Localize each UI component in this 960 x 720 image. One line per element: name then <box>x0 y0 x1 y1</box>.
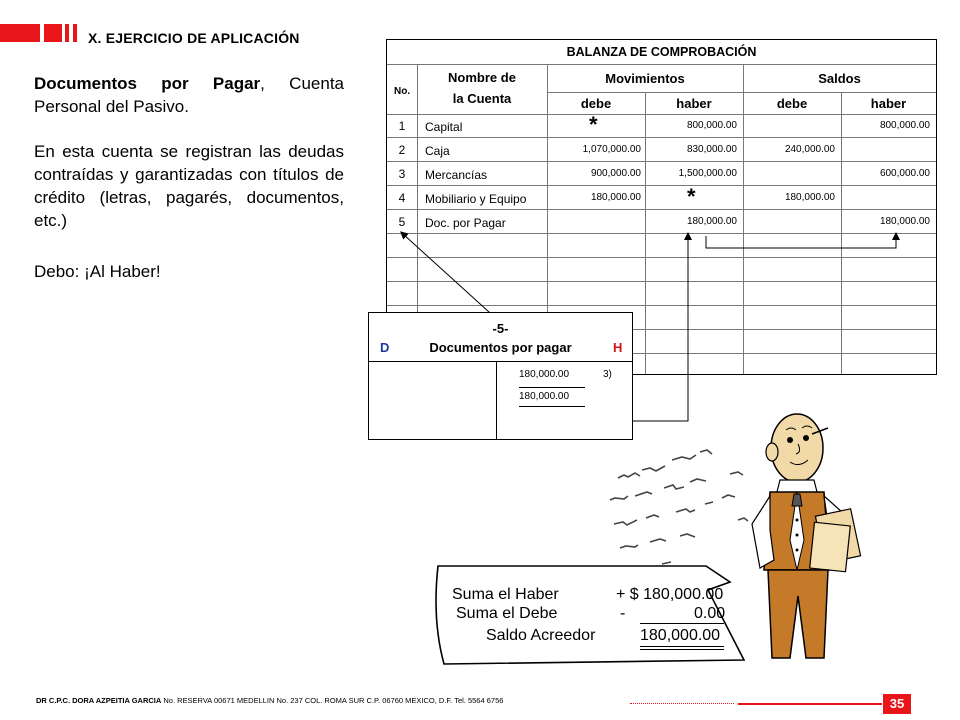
account-name: Documentos por Pagar <box>34 74 261 93</box>
bubble-debe-value: 0.00 <box>694 605 726 622</box>
row-mov-haber: 1,500,000.00 <box>678 168 737 179</box>
bubble-saldo-label: Saldo Acreedor <box>486 627 596 644</box>
row-mov-haber: 830,000.00 <box>686 144 737 155</box>
row-mov-haber: * <box>687 184 696 209</box>
bubble-saldo-value: 180,000.00 <box>640 627 721 644</box>
bubble-haber-label: Suma el Haber <box>452 586 559 603</box>
account-description: En esta cuenta se registran las deudas contraídas y garantizadas con títulos de crédito (letras, pagarés, documentos, etc.) <box>34 142 344 230</box>
bubble-debe-sign: - <box>620 605 626 622</box>
mov-haber-header: haber <box>676 96 712 111</box>
row-account-name: Caja <box>425 144 450 158</box>
row-number: 2 <box>398 143 406 157</box>
balances-header: Saldos <box>818 71 861 86</box>
table-title: BALANZA DE COMPROBACIÓN <box>566 45 757 59</box>
row-account-name: Capital <box>425 120 463 134</box>
mov-debe-header: debe <box>580 96 612 111</box>
row-account-name: Mercancías <box>425 168 488 182</box>
saldo-haber-header: haber <box>870 96 907 111</box>
row-number: 5 <box>398 215 406 229</box>
row-mov-haber: 180,000.00 <box>686 216 737 227</box>
row-mov-debe: 180,000.00 <box>590 192 641 203</box>
arrow-to-saldo-haber <box>706 236 896 248</box>
arrow-to-row-number <box>403 234 500 322</box>
row-saldo-debe: 180,000.00 <box>784 192 835 203</box>
row-mov-debe: 900,000.00 <box>590 168 641 179</box>
footer-author: DR C.P.C. DORA AZPEITIA GARCIA <box>36 696 162 705</box>
t-account-number: -5- <box>492 321 509 336</box>
saldo-debe-header: debe <box>776 96 808 111</box>
row-mov-haber: 800,000.00 <box>686 120 737 131</box>
t-account-debit-label: D <box>380 340 390 355</box>
row-number: 3 <box>398 167 406 181</box>
bubble-haber-value: + $ 180,000.00 <box>616 586 724 603</box>
col-no-header: No. <box>394 86 411 97</box>
row-saldo-haber: 600,000.00 <box>879 168 930 179</box>
t-account-name: Documentos por pagar <box>429 340 572 355</box>
bubble-debe-label: Suma el Debe <box>456 605 558 622</box>
footer-address: No. RESERVA 00671 MEDELLIN No. 237 COL. ROMA SUR C.P. 06760 MEXICO, D.F. Tel. 5564 6756 <box>161 696 504 705</box>
t-account-credit-label: H <box>613 340 623 355</box>
account-type: , Cuenta Personal del Pasivo. <box>34 74 344 116</box>
t-account-entry-amount: 180,000.00 <box>519 369 570 380</box>
row-mov-debe: * <box>589 112 598 137</box>
movements-header: Movimientos <box>605 71 685 86</box>
row-mov-debe: 1,070,000.00 <box>582 144 641 155</box>
t-account-entry-ref: 3) <box>603 369 612 380</box>
footer-text <box>36 696 503 705</box>
row-number: 1 <box>398 119 406 133</box>
row-saldo-haber: 180,000.00 <box>879 216 930 227</box>
row-saldo-debe: 240,000.00 <box>784 144 835 155</box>
section-title: X. EJERCICIO DE APLICACIÓN <box>88 30 300 46</box>
row-account-name: Doc. por Pagar <box>425 216 506 230</box>
col-name-header-2: la Cuenta <box>452 91 512 106</box>
account-rule: Debo: ¡Al Haber! <box>34 262 161 281</box>
row-account-name: Mobiliario y Equipo <box>425 192 527 206</box>
page-number: 35 <box>883 694 911 714</box>
row-number: 4 <box>398 191 406 205</box>
col-name-header-1: Nombre de <box>448 70 516 85</box>
t-account-total: 180,000.00 <box>519 391 570 402</box>
row-saldo-haber: 800,000.00 <box>879 120 930 131</box>
